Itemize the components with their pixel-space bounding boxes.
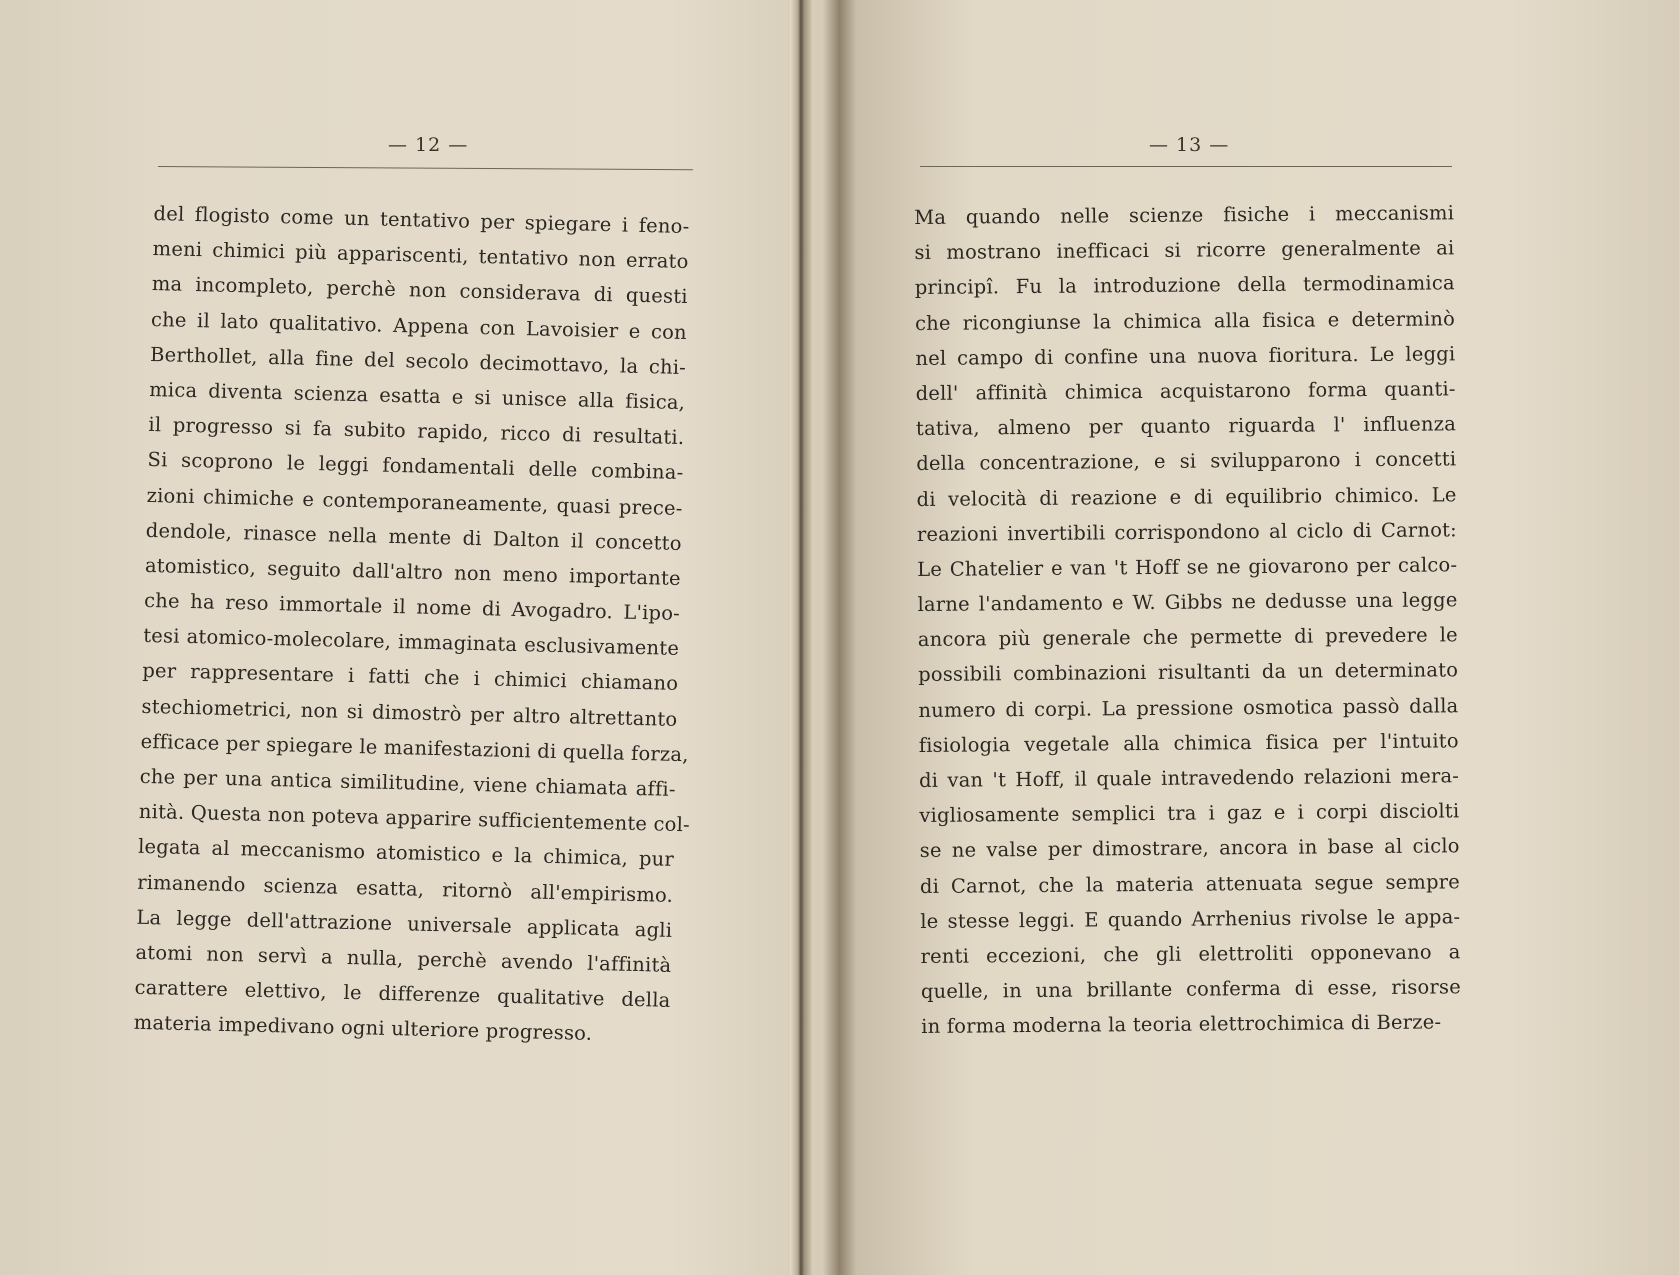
header-rule [920,166,1452,167]
text-line: di van 't Hoff, il quale intravedendo relazioni mera- [918,764,1460,792]
text-line: per rappresentare i fatti che i chimici chiamano [142,659,679,696]
text-line: che ricongiunse la chimica alla fisica e determinò [914,306,1456,335]
text-line: fisiologia vegetale alla chimica fisica per l'intuito [918,729,1459,757]
text-line: in forma moderna la teoria elettrochimica di Berze- [921,1010,1442,1039]
text-line: tesi atomico-molecolare, immaginata esclusivamente [142,624,680,661]
text-line: tativa, almeno per quanto riguarda l' influenza [915,412,1457,441]
text-line: le stesse leggi. E quando Arrhenius rivolse le appa- [920,905,1461,933]
text-line: numero di corpi. La pressione osmotica passò dalla [918,693,1459,722]
text-line: Si scoprono le leggi fondamentali delle combina- [147,448,684,485]
text-line: mica diventa scienza esatta e si unisce alla fisica, [148,377,686,414]
text-line: reazioni invertibili corrispondono al ciclo di Carnot: [916,517,1457,546]
book-gutter [790,0,812,1275]
text-line: se ne valse per dimostrare, ancora in base al ciclo [919,834,1460,863]
text-line: zioni chimiche e contemporaneamente, quasi prece- [146,483,683,520]
header-rule [158,166,693,170]
text-line: che il lato qualitativo. Appena con Lavoisier e con [150,307,688,344]
text-line: vigliosamente semplici tra i gaz e i corpi disciolti [919,799,1460,828]
page-number: — 12 — [388,134,469,156]
text-line: larne l'andamento e W. Gibbs ne dedusse una legge [917,588,1458,617]
text-line: atomi non servì a nulla, perchè avendo l'affinità [135,940,672,977]
body-text [914,195,1461,1044]
text-line: rimanendo scienza esatta, ritornò all'empirismo. [136,870,674,907]
text-line: La legge dell'attrazione universale applicata agli [136,905,673,942]
text-line: stechiometrici, non si dimostrò per altro altrettanto [141,694,678,731]
text-line: meni chimici più appariscenti, tentativo non errato [152,237,689,274]
text-line: si mostrano inefficaci si ricorre generalmente ai [914,236,1455,265]
text-line: legata al meccanismo atomistico e la chimica, pur [137,835,675,872]
text-line: carattere elettivo, le differenze qualitative della [134,975,671,1012]
text-line: atomistico, seguito dall'altro non meno importante [144,553,682,590]
text-line: Ma quando nelle scienze fisiche i meccanismi [914,201,1455,229]
text-line: dendole, rinasce nella mente di Dalton il concetto [145,518,682,555]
right-page [812,0,1679,1275]
text-line: nità. Questa non poteva apparire sufficientemente col- [138,800,691,837]
left-page [0,0,790,1275]
text-line: Le Chatelier e van 't Hoff se ne giovarono per calco- [917,553,1458,581]
text-line: principî. Fu la introduzione della termodinamica [914,271,1455,300]
text-line: che ha reso immortale il nome di Avogadro. L'ipo- [143,588,681,626]
text-line: nel campo di confine una nuova fioritura. Le leggi [915,342,1456,370]
text-line: che per una antica similitudine, viene chiamata affi- [139,764,676,801]
text-line: della concentrazione, e si svilupparono i concetti [916,447,1457,476]
text-line: possibili combinazioni risultanti da un determinato [918,658,1459,687]
body-text [133,196,689,1053]
text-line: di Carnot, che la materia attenuata segue sempre [919,869,1461,898]
text-line: Berthollet, alla fine del secolo decimottavo, la chi- [149,342,687,379]
text-line: materia impedivano ogni ulteriore progresso. [133,1011,593,1046]
text-line: efficace per spiegare le manifestazioni di quella forza, [140,729,689,767]
text-line: il progresso si fa subito rapido, ricco di resultati. [148,413,685,450]
text-line: renti eccezioni, che gli elettroliti opponevano a [920,940,1461,968]
text-line: del flogisto come un tentativo per spiegare i feno- [153,201,690,239]
page-number: — 13 — [1149,134,1230,156]
text-line: ma incompleto, perchè non considerava di questi [151,272,688,309]
text-line: quelle, in una brillante conferma di esse, risorse [920,975,1461,1004]
text-line: dell' affinità chimica acquistarono forma quanti- [915,377,1456,405]
text-line: ancora più generale che permette di prevedere le [917,623,1458,652]
text-line: di velocità di reazione e di equilibrio chimico. Le [916,482,1457,511]
